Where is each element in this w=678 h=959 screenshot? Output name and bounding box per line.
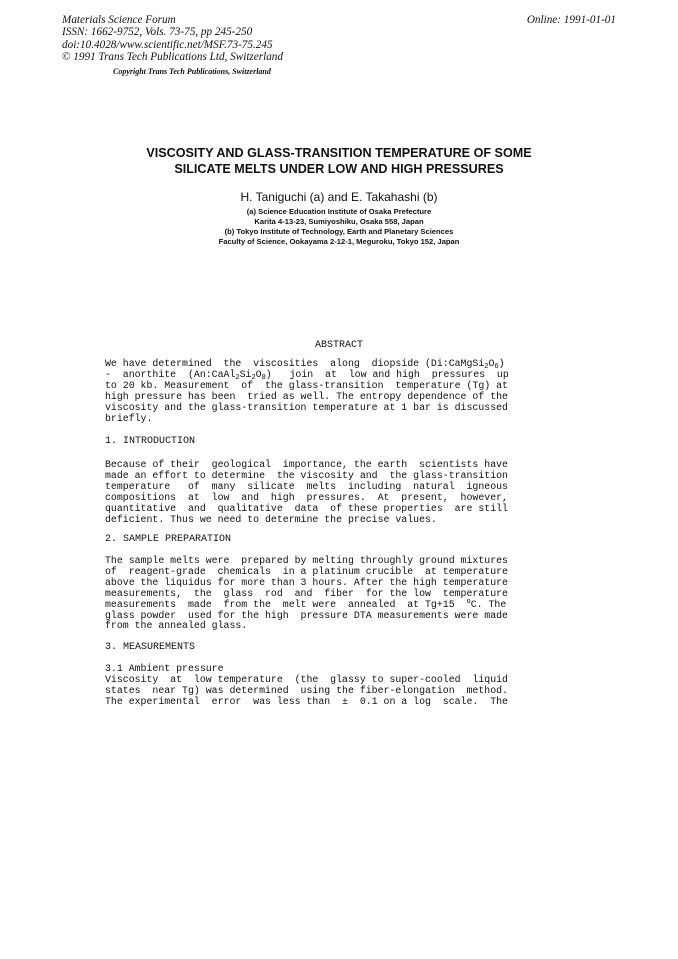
intro-line: Because of their geological importance, the earth scientists have [105, 459, 508, 470]
abstract-heading: ABSTRACT [314, 340, 363, 351]
sample-line: measurements made from the melt were annealed at Tg+15 $^o$C. The [105, 597, 507, 610]
sample-line: glass powder used for the high pressure DTA measurements were made [105, 609, 508, 621]
measurement-line: states near Tg) was determined using the fiber-elongation method. [105, 684, 508, 696]
abstract-line: viscosity and the glass-transition temperature at 1 bar is discussed [105, 401, 508, 413]
journal-name: Materials Science Forum [62, 14, 176, 26]
affiliations [0, 207, 678, 247]
abstract-line: We have determined the viscosities along diopside $(Di:CaMgSi_2O_6)$ [105, 358, 505, 371]
intro-line: quantitative and qualitative data of these properties are still [105, 502, 508, 514]
journal-header [62, 14, 283, 64]
title-line-1: VISCOSITY AND GLASS-TRANSITION TEMPERATURE OF SOME [146, 146, 532, 160]
sample-line: The sample melts were prepared by melting throughly ground mixtures [105, 555, 508, 566]
affiliation-line: (a) Science Education Institute of Osaka Prefecture [246, 207, 432, 216]
subsection-heading-ambient-pressure: 3.1 Ambient pressure [105, 663, 224, 674]
sample-line: above the liquidus for more than 3 hours. After the high temperature [105, 576, 508, 588]
sample-line: of reagent-grade chemicals in a platinum crucible at temperature [105, 565, 508, 577]
measurements-body [105, 664, 549, 708]
intro-line: temperature of many silicate melts including natural igneous [105, 480, 508, 492]
abstract-line: high pressure has been tried as well. The entropy dependence of the [105, 390, 508, 402]
affiliation-line: Karita 4-13-23, Sumiyoshiku, Osaka 558, Japan [254, 216, 424, 226]
introduction-body [105, 460, 549, 525]
paper-title [0, 146, 678, 177]
sample-preparation-body [105, 556, 549, 632]
intro-line: made an effort to determine the viscosity and the glass-transition [105, 469, 508, 481]
title-line-2: SILICATE MELTS UNDER LOW AND HIGH PRESSURES [174, 161, 504, 176]
issn-line: ISSN: 1662-9752, Vols. 73-75, pp 245-250 [62, 26, 253, 39]
intro-line: compositions at low and high pressures. At present, however, [105, 491, 508, 503]
measurement-line: Viscosity at low temperature (the glassy to super-cooled liquid [105, 673, 508, 685]
online-date: Online: 1991-01-01 [526, 14, 616, 26]
abstract-line: - anorthite $(An:CaAl_2Si_2O_8)$ join at low and high pressures up [105, 368, 509, 382]
intro-line: deficient. Thus we need to determine the precise values. [105, 513, 437, 525]
abstract-body [105, 359, 549, 424]
affiliation-line: (b) Tokyo Institute of Technology, Earth and Planetary Sciences [224, 226, 454, 236]
sample-line: measurements, the glass rod and fiber for the low temperature [105, 587, 508, 599]
authors: H. Taniguchi (a) and E. Takahashi (b) [240, 190, 438, 204]
copyright-line: Copyright Trans Tech Publications, Switzerland [113, 67, 271, 76]
doi-line: doi:10.4028/www.scientific.net/MSF.73-75.245 [62, 38, 273, 51]
sample-line: from the annealed glass. [105, 620, 248, 632]
abstract-line: to 20 kb. Measurement of the glass-transition temperature (Tg) at [105, 379, 508, 391]
section-heading-measurements: 3. MEASUREMENTS [105, 642, 196, 653]
affiliation-line: Faculty of Science, Ookayama 2-12-1, Meguroku, Tokyo 152, Japan [218, 236, 460, 246]
section-heading-introduction: 1. INTRODUCTION [105, 436, 196, 447]
section-heading-sample-preparation: 2. SAMPLE PREPARATION [105, 534, 232, 545]
measurement-line: The experimental error was less than ± 0.1 on a log scale. The [105, 695, 508, 707]
abstract-line: briefly. [105, 412, 153, 424]
rights-line: © 1991 Trans Tech Publications Ltd, Switzerland [62, 51, 283, 64]
